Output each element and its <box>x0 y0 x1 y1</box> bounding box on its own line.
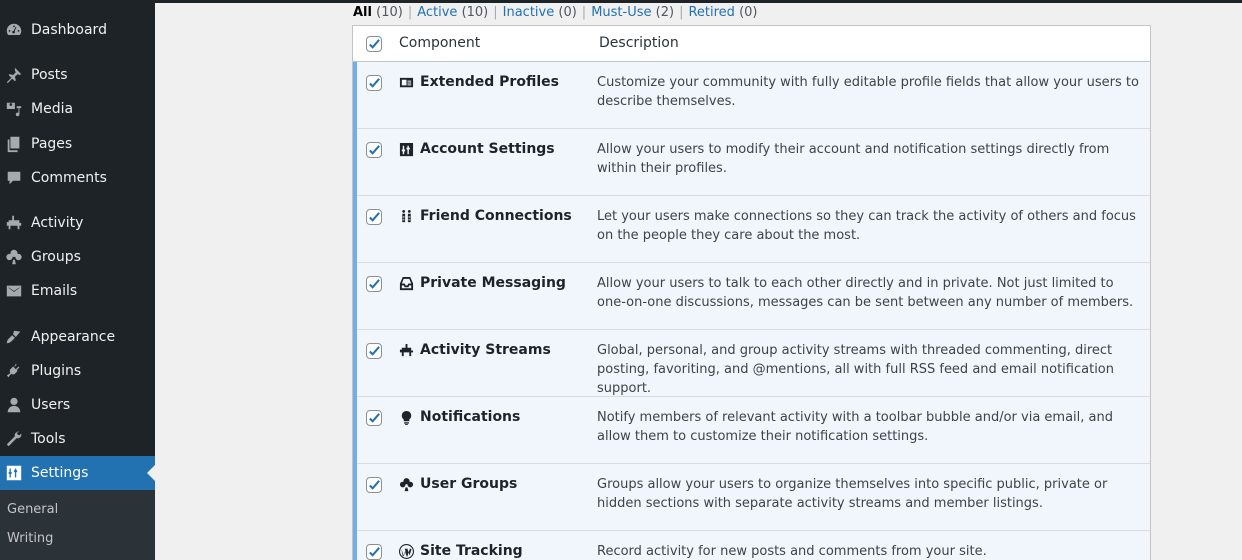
sidebar-item-emails[interactable] <box>0 274 155 308</box>
component-name: Activity Streams <box>420 342 551 358</box>
groups-icon <box>398 476 414 492</box>
sidebar-item-label: Pages <box>31 136 73 152</box>
profile-card-icon <box>398 74 414 90</box>
sidebar-item-comments[interactable] <box>0 161 155 195</box>
sidebar-item-settings[interactable] <box>0 456 155 490</box>
component-description: Notify members of relevant activity with a toolbar bubble and/or via email, and allow them to customize their notification settings. <box>597 410 1114 444</box>
component-checkbox[interactable] <box>366 142 382 158</box>
friends-icon <box>398 208 414 224</box>
component-name: User Groups <box>420 476 518 492</box>
component-checkbox[interactable] <box>366 410 382 426</box>
sidebar-item-users[interactable] <box>0 388 155 422</box>
submenu-item-writing[interactable]: Writing <box>7 531 54 546</box>
component-description: Let your users make connections so they can track the activity of others and focus on the people they care about the most. <box>597 209 1136 243</box>
column-header-description: Description <box>599 35 679 51</box>
table-row <box>353 330 1150 397</box>
plugin-icon <box>4 361 24 381</box>
component-checkbox[interactable] <box>366 209 382 225</box>
sidebar-item-label: Dashboard <box>31 22 107 38</box>
component-name: Site Tracking <box>420 543 523 559</box>
sidebar-item-pages[interactable] <box>0 127 155 161</box>
sidebar-item-dashboard[interactable] <box>0 13 155 47</box>
component-description: Allow your users to modify their account and notification settings directly from within their profiles. <box>597 142 1110 176</box>
lightbulb-icon <box>398 409 414 425</box>
component-name: Friend Connections <box>420 208 572 224</box>
sidebar-item-activity[interactable] <box>0 206 155 240</box>
activity-icon <box>4 213 24 233</box>
table-header <box>353 26 1150 62</box>
pages-icon <box>4 134 24 154</box>
component-checkbox[interactable] <box>366 343 382 359</box>
settings-icon <box>4 463 24 483</box>
wordpress-icon <box>398 543 414 559</box>
table-row <box>353 397 1150 464</box>
admin-sidebar <box>0 0 155 560</box>
component-description: Customize your community with fully editable profile fields that allow your users to describe themselves. <box>597 75 1139 109</box>
sidebar-item-plugins[interactable] <box>0 354 155 388</box>
column-header-component[interactable]: Component <box>399 35 481 51</box>
sidebar-item-appearance[interactable] <box>0 320 155 354</box>
sidebar-item-label: Posts <box>31 67 68 83</box>
filter-inactive[interactable]: Inactive (0) <box>502 5 577 20</box>
email-icon <box>4 281 24 301</box>
filter-retired[interactable]: Retired (0) <box>688 5 758 20</box>
groups-icon <box>4 247 24 267</box>
filter-active[interactable]: Active (10) <box>417 5 489 20</box>
component-name: Extended Profiles <box>420 74 559 90</box>
dashboard-icon <box>4 20 24 40</box>
submenu-item-general[interactable]: General <box>7 502 59 517</box>
component-name: Private Messaging <box>420 275 566 291</box>
sidebar-item-label: Media <box>31 101 74 117</box>
paintbrush-icon <box>4 327 24 347</box>
component-status-filters: All (10) | Active (10) | Inactive (0) | Must-Use (2) | Retired (0) <box>353 5 758 20</box>
sidebar-item-label: Emails <box>31 283 78 299</box>
comment-icon <box>4 168 24 188</box>
sidebar-item-label: Tools <box>31 431 66 447</box>
table-row <box>353 464 1150 531</box>
media-icon <box>4 99 24 119</box>
sidebar-item-label: Appearance <box>31 329 116 345</box>
table-row <box>353 62 1150 129</box>
sidebar-item-label: Plugins <box>31 363 82 379</box>
component-description: Allow your users to talk to each other directly and in private. Not just limited to one-on-one discussions, messages can be sent between any number of members. <box>597 276 1134 310</box>
sidebar-item-label: Activity <box>31 215 84 231</box>
component-description: Global, personal, and group activity streams with threaded commenting, direct posting, favoriting, and @mentions, all with full RSS feed and email notification support. <box>597 343 1114 396</box>
filter-must-use[interactable]: Must-Use (2) <box>591 5 675 20</box>
settings-icon <box>398 141 414 157</box>
user-icon <box>4 395 24 415</box>
filter-all[interactable]: All (10) <box>353 5 403 20</box>
sidebar-item-label: Users <box>31 397 71 413</box>
sidebar-item-tools[interactable] <box>0 422 155 456</box>
table-row <box>353 129 1150 196</box>
inbox-icon <box>398 275 414 291</box>
admin-bar <box>0 0 1242 3</box>
activity-icon <box>398 342 414 358</box>
component-checkbox[interactable] <box>366 75 382 91</box>
sidebar-item-label: Groups <box>31 249 81 265</box>
table-row <box>353 263 1150 330</box>
component-checkbox[interactable] <box>366 544 382 560</box>
sidebar-item-posts[interactable] <box>0 58 155 92</box>
table-row <box>353 531 1150 560</box>
components-table <box>352 25 1151 560</box>
component-description: Record activity for new posts and comments from your site. <box>597 544 987 559</box>
table-row <box>353 196 1150 263</box>
component-checkbox[interactable] <box>366 276 382 292</box>
sidebar-item-label: Settings <box>31 465 89 481</box>
select-all-checkbox[interactable] <box>366 36 382 52</box>
settings-submenu <box>0 490 155 560</box>
component-checkbox[interactable] <box>366 477 382 493</box>
wrench-icon <box>4 429 24 449</box>
sidebar-item-label: Comments <box>31 170 107 186</box>
sidebar-item-media[interactable] <box>0 92 155 126</box>
pin-icon <box>4 65 24 85</box>
component-name: Account Settings <box>420 141 555 157</box>
component-description: Groups allow your users to organize themselves into specific public, private or hidden sections with separate activity streams and member listings. <box>597 477 1108 511</box>
sidebar-item-groups[interactable] <box>0 240 155 274</box>
component-name: Notifications <box>420 409 521 425</box>
